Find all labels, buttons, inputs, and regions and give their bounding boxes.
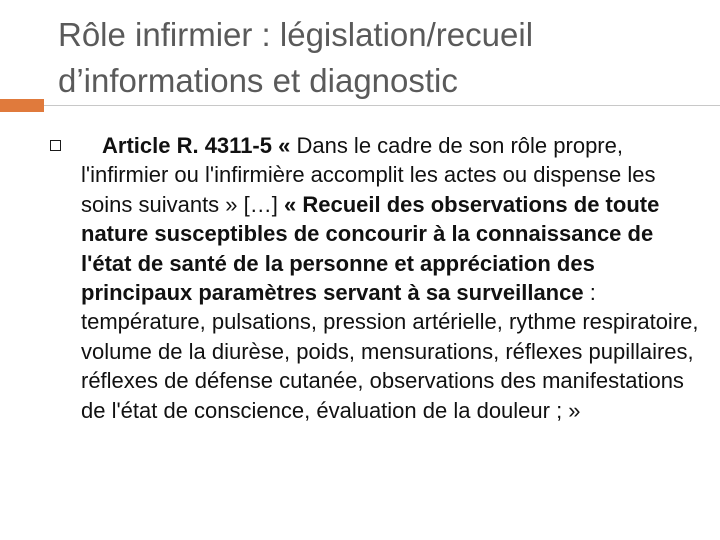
title-accent-bar xyxy=(0,99,44,112)
slide-title xyxy=(58,12,698,104)
quote-intro: Dans le cadre de son rôle propre, l'infirmier ou l'infirmière accomplit les actes ou dispense les soins suivants » […] xyxy=(81,133,656,217)
slide-title-line-2: d’informations et diagnostic xyxy=(58,62,458,99)
title-divider-line xyxy=(44,105,720,106)
square-bullet-icon xyxy=(50,140,61,151)
quote-bold-clause: « Recueil des observations de toute nature susceptibles de concourir à la connaissance de l'état de santé de la personne et appréciation des principaux paramètres servant à sa surveillance xyxy=(81,191,660,306)
parameter-list: : température, pulsations, pression artérielle, rythme respiratoire, volume de la diurèse, poids, mensurations, réflexes pupillaires, réflexes de défense cutanée, observations des manifestations de l'état de conscience, évaluation de la douleur ; » xyxy=(81,280,699,423)
article-reference: Article R. 4311-5 « xyxy=(102,133,291,158)
bullet-paragraph xyxy=(81,131,701,425)
slide-title-line-1: Rôle infirmier : législation/recueil xyxy=(58,16,534,53)
